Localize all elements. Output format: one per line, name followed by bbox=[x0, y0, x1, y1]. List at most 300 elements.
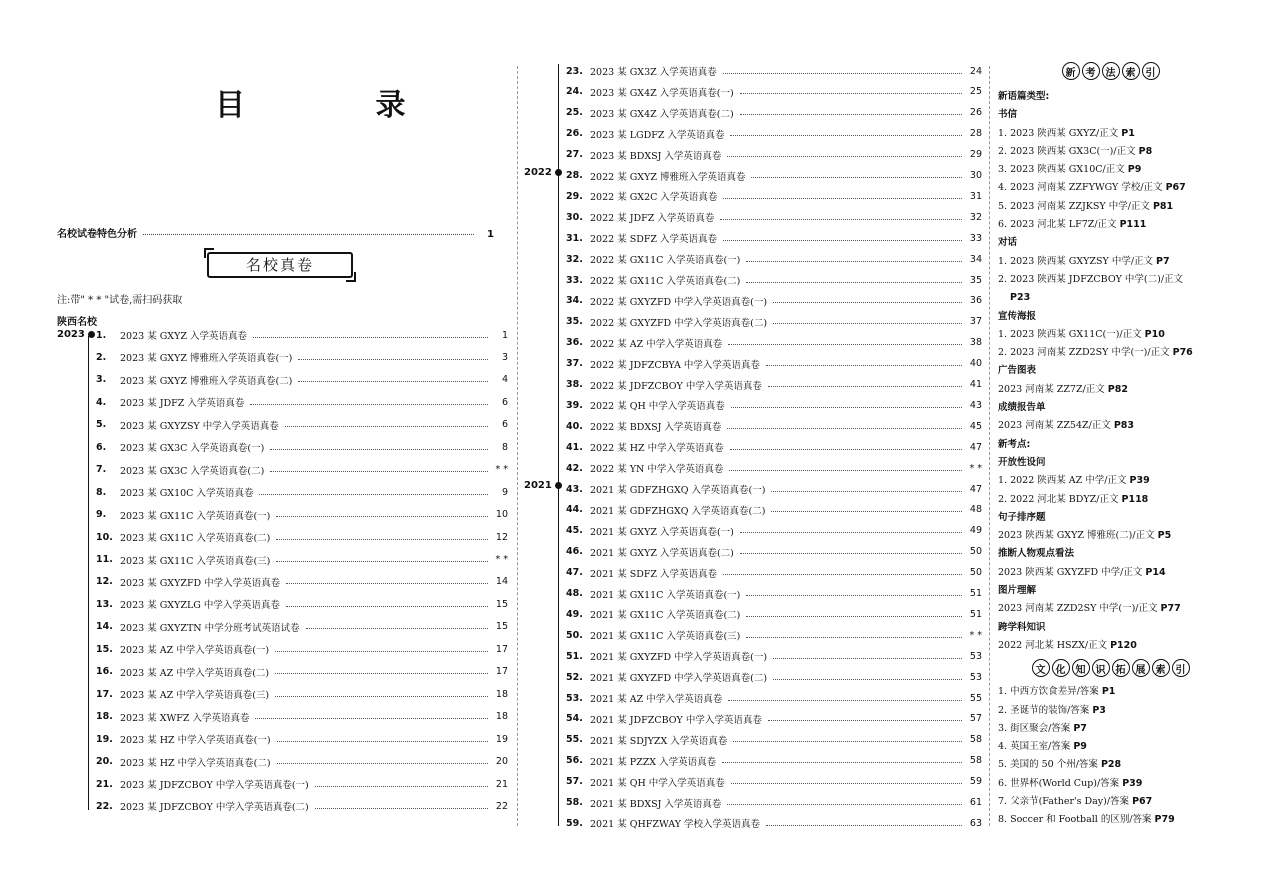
entry-title: 2022 某 GXYZFD 中学入学英语真卷(一) bbox=[590, 296, 768, 308]
toc-entry[interactable] bbox=[566, 688, 982, 708]
entry-page: 50 bbox=[969, 567, 982, 579]
entry-page: 24 bbox=[969, 65, 982, 77]
index-entry[interactable] bbox=[998, 143, 1223, 161]
entry-page: 37 bbox=[969, 316, 982, 328]
entry-number: 26. bbox=[566, 128, 583, 140]
toc-entry[interactable] bbox=[566, 500, 982, 520]
toc-entry[interactable] bbox=[566, 646, 982, 666]
toc-entry[interactable] bbox=[566, 584, 982, 604]
index-entry[interactable] bbox=[998, 289, 1223, 307]
entry-title: 2023 某 GX3C 入学英语真卷(二) bbox=[120, 465, 265, 477]
toc-entry[interactable] bbox=[566, 333, 982, 353]
index-sidebar bbox=[998, 62, 1223, 830]
heading-char: 索 bbox=[1122, 62, 1140, 80]
toc-entry[interactable] bbox=[566, 291, 982, 311]
index-entry-text: 1. 2023 陕西某 GX11C(一)/正文 bbox=[998, 328, 1145, 340]
entry-page: 32 bbox=[969, 211, 982, 223]
heading-char: 新 bbox=[1062, 62, 1080, 80]
entry-number: 59. bbox=[566, 817, 583, 829]
index-entry-text: 1. 2023 陕西某 GXYZSY 中学/正文 bbox=[998, 255, 1157, 267]
entry-title: 2023 某 GX11C 入学英语真卷(一) bbox=[120, 510, 271, 522]
entry-title: 2023 某 AZ 中学入学英语真卷(二) bbox=[120, 667, 270, 679]
toc-entry[interactable] bbox=[566, 521, 982, 541]
index-entry[interactable] bbox=[998, 161, 1223, 179]
index-entry-page: P3 bbox=[1092, 704, 1106, 716]
leader-dots bbox=[298, 359, 488, 360]
leader-dots bbox=[766, 365, 962, 366]
index-entry[interactable] bbox=[998, 720, 1223, 738]
toc-entry[interactable] bbox=[96, 415, 508, 435]
entry-page: 48 bbox=[969, 504, 982, 516]
entry-title: 2022 某 JDFZ 入学英语真卷 bbox=[590, 213, 715, 225]
toc-entry[interactable] bbox=[96, 684, 508, 704]
entry-number: 9. bbox=[96, 509, 107, 521]
index-entry-page: P8 bbox=[1138, 145, 1153, 157]
toc-entry[interactable] bbox=[566, 354, 982, 374]
toc-entry[interactable] bbox=[566, 270, 982, 290]
index-entry-page: P79 bbox=[1154, 814, 1175, 826]
index-entry-text: 2. 2023 河南某 ZZD2SY 中学(一)/正文 bbox=[998, 347, 1173, 359]
entry-number: 16. bbox=[96, 666, 113, 678]
leader-dots bbox=[276, 561, 488, 562]
toc-entry[interactable] bbox=[566, 416, 982, 436]
entry-number: 3. bbox=[96, 374, 107, 386]
entry-number: 57. bbox=[566, 776, 583, 788]
index-entry-page: P1 bbox=[1121, 127, 1135, 139]
toc-entry[interactable] bbox=[96, 707, 508, 727]
entry-title: 2023 某 GXYZLG 中学入学英语真卷 bbox=[120, 600, 280, 612]
entry-page: 26 bbox=[969, 107, 982, 119]
index-entry-text: 7. 父亲节(Father's Day)/答案 bbox=[998, 795, 1133, 807]
entry-page: 17 bbox=[495, 643, 508, 655]
toc-entry[interactable] bbox=[96, 527, 508, 547]
entry-page: 53 bbox=[969, 671, 982, 683]
entry-page: 18 bbox=[495, 688, 508, 700]
index-entry[interactable] bbox=[998, 125, 1223, 143]
index-entry[interactable] bbox=[998, 198, 1223, 216]
toc-entry[interactable] bbox=[96, 774, 508, 794]
toc-entry[interactable] bbox=[566, 730, 982, 750]
index-entry[interactable] bbox=[998, 472, 1223, 490]
heading-char: 拓 bbox=[1112, 659, 1130, 677]
index-entry-page: P111 bbox=[1119, 219, 1147, 231]
toc-entry[interactable] bbox=[566, 82, 982, 102]
leader-dots bbox=[723, 574, 962, 575]
index-entry[interactable] bbox=[998, 775, 1223, 793]
entry-title: 2023 某 GX11C 入学英语真卷(三) bbox=[120, 555, 271, 567]
leader-dots bbox=[253, 337, 488, 338]
index-entry[interactable] bbox=[998, 344, 1223, 362]
entry-number: 44. bbox=[566, 504, 583, 516]
entry-page: 21 bbox=[495, 778, 508, 790]
toc-entry[interactable] bbox=[96, 392, 508, 412]
toc-entry[interactable] bbox=[566, 813, 982, 833]
entry-title: 2023 某 GXYZ 博雅班入学英语真卷(二) bbox=[120, 375, 293, 387]
toc-entry[interactable] bbox=[96, 325, 508, 345]
toc-entry[interactable] bbox=[96, 662, 508, 682]
leader-dots bbox=[315, 808, 488, 809]
leader-dots bbox=[277, 763, 488, 764]
entry-number: 22. bbox=[96, 800, 113, 812]
leader-dots bbox=[730, 449, 962, 450]
index-entry[interactable] bbox=[998, 756, 1223, 774]
entry-page: 41 bbox=[969, 379, 982, 390]
index-subheading bbox=[998, 234, 1223, 252]
leader-dots bbox=[315, 786, 488, 787]
toc-entry[interactable] bbox=[566, 751, 982, 771]
index-entry-page: P39 bbox=[1122, 777, 1143, 789]
index-entry-text: 书信 bbox=[998, 109, 1018, 121]
entry-page: 55 bbox=[969, 692, 982, 704]
entry-page: * * bbox=[495, 554, 508, 565]
entry-page: 51 bbox=[969, 608, 982, 620]
entry-number: 51. bbox=[566, 650, 583, 662]
entry-number: 42. bbox=[566, 462, 583, 474]
leader-dots bbox=[255, 718, 488, 719]
leader-dots bbox=[751, 177, 962, 178]
heading-char: 展 bbox=[1132, 659, 1150, 677]
index-entry-text: 2. 2023 陕西某 GX3C(一)/正文 bbox=[998, 145, 1139, 157]
index-entry-page: P7 bbox=[1073, 722, 1087, 734]
index-subheading bbox=[998, 399, 1223, 417]
toc-entry[interactable] bbox=[96, 482, 508, 502]
entry-page: 4 bbox=[501, 374, 508, 386]
entry-title: 2021 某 GDFZHGXQ 入学英语真卷(一) bbox=[590, 485, 766, 496]
index-entry-text: 4. 英国王室/答案 bbox=[998, 741, 1074, 753]
toc-entry[interactable] bbox=[96, 729, 508, 749]
toc-entry[interactable] bbox=[96, 437, 508, 457]
timeline-dot bbox=[555, 482, 562, 489]
index-entry[interactable] bbox=[998, 683, 1223, 701]
index-entry-text: 4. 2023 河南某 ZZFYWGY 学校/正文 bbox=[998, 182, 1166, 194]
entry-number: 38. bbox=[566, 379, 583, 390]
index-entry[interactable] bbox=[998, 271, 1223, 289]
index-entry-text: 2023 陕西某 GXYZ 博雅班(二)/正文 bbox=[998, 530, 1158, 542]
leader-dots bbox=[746, 261, 962, 262]
entry-title: 2023 某 GXYZTN 中学分班考试英语试卷 bbox=[120, 622, 300, 634]
toc-entry[interactable] bbox=[566, 166, 982, 186]
entry-number: 1. bbox=[96, 329, 107, 341]
timeline-dot bbox=[555, 169, 562, 176]
leader-dots bbox=[286, 583, 488, 584]
leader-dots bbox=[771, 511, 962, 512]
index-entry-text: 宣传海报 bbox=[998, 310, 1037, 322]
entry-number: 40. bbox=[566, 420, 583, 432]
toc-entry[interactable] bbox=[96, 347, 508, 367]
intro-entry[interactable] bbox=[57, 225, 494, 240]
toc-entry[interactable] bbox=[566, 563, 982, 583]
toc-entry[interactable] bbox=[566, 186, 982, 206]
entry-number: 32. bbox=[566, 253, 583, 265]
entry-number: 39. bbox=[566, 399, 583, 411]
index-entry-text: 6. 世界杯(World Cup)/答案 bbox=[998, 777, 1123, 789]
index-entry[interactable] bbox=[998, 527, 1223, 545]
entry-title: 2023 某 XWFZ 入学英语真卷 bbox=[120, 712, 250, 724]
toc-entry[interactable] bbox=[566, 458, 982, 478]
entry-number: 20. bbox=[96, 756, 113, 768]
year-marker-2023: 2023 bbox=[57, 329, 95, 340]
toc-entry[interactable] bbox=[566, 207, 982, 227]
index-entry-page: P5 bbox=[1157, 530, 1172, 542]
entry-title: 2021 某 BDXSJ 入学英语真卷 bbox=[590, 798, 722, 810]
entry-title: 2023 某 GXYZ 博雅班入学英语真卷(一) bbox=[120, 353, 293, 365]
index-subheading bbox=[998, 88, 1223, 106]
entry-title: 2023 某 HZ 中学入学英语真卷(二) bbox=[120, 757, 271, 769]
entry-title: 2021 某 QHFZWAY 学校入学英语真卷 bbox=[590, 819, 761, 831]
index-entry[interactable] bbox=[998, 253, 1223, 271]
entry-number: 29. bbox=[566, 190, 583, 202]
entry-page: 25 bbox=[969, 86, 982, 98]
index-entry[interactable] bbox=[998, 216, 1223, 234]
index-entry-page: P39 bbox=[1129, 475, 1150, 487]
toc-entry[interactable] bbox=[96, 796, 508, 816]
heading-char: 引 bbox=[1172, 659, 1190, 677]
entry-title: 2021 某 GDFZHGXQ 入学英语真卷(二) bbox=[590, 505, 766, 517]
leader-dots bbox=[720, 219, 962, 220]
entry-page: 38 bbox=[969, 337, 982, 349]
toc-entry[interactable] bbox=[566, 604, 982, 624]
index-entry-text: 成绩报告单 bbox=[998, 402, 1046, 414]
entry-page: 59 bbox=[969, 776, 982, 788]
toc-entry[interactable] bbox=[566, 479, 982, 499]
toc-entry[interactable] bbox=[566, 228, 982, 248]
index-entry-text: 开放性设问 bbox=[998, 456, 1046, 468]
entry-page: * * bbox=[495, 464, 508, 476]
leader-dots bbox=[768, 386, 962, 387]
entry-number: 24. bbox=[566, 86, 583, 98]
entry-number: 43. bbox=[566, 483, 583, 495]
toc-entry[interactable] bbox=[566, 249, 982, 269]
index-entry-page: P28 bbox=[1100, 759, 1122, 771]
entry-number: 19. bbox=[96, 733, 113, 745]
leader-dots bbox=[740, 93, 962, 94]
entry-page: 10 bbox=[495, 509, 508, 521]
entry-page: 58 bbox=[969, 734, 982, 746]
toc-entry[interactable] bbox=[566, 625, 982, 645]
toc-entry[interactable] bbox=[96, 370, 508, 390]
entry-page: 36 bbox=[969, 295, 982, 307]
entry-page: 58 bbox=[969, 755, 982, 767]
entry-title: 2021 某 GX11C 入学英语真卷(一) bbox=[590, 589, 741, 601]
entry-page: 15 bbox=[495, 598, 508, 610]
index-entry[interactable] bbox=[998, 793, 1223, 811]
entry-page: 6 bbox=[501, 396, 508, 408]
leader-dots bbox=[766, 825, 962, 826]
entry-page: 47 bbox=[969, 483, 982, 495]
new-exam-index-heading bbox=[998, 62, 1223, 80]
index-entry-page: P1 bbox=[1101, 686, 1116, 698]
index-subheading bbox=[998, 619, 1223, 637]
leader-dots bbox=[727, 156, 962, 157]
entry-title: 2021 某 GX11C 入学英语真卷(二) bbox=[590, 610, 741, 622]
index-entry[interactable] bbox=[998, 381, 1223, 399]
page-title: 目 录 bbox=[215, 88, 466, 123]
index-entry-text: 3. 街区聚会/答案 bbox=[998, 722, 1074, 734]
toc-entry[interactable] bbox=[96, 572, 508, 592]
toc-entry[interactable] bbox=[566, 542, 982, 562]
toc-entry[interactable] bbox=[566, 772, 982, 792]
entry-title: 2021 某 GX11C 入学英语真卷(三) bbox=[590, 631, 741, 643]
entry-number: 53. bbox=[566, 692, 583, 704]
entry-page: * * bbox=[969, 629, 982, 641]
index-subheading bbox=[998, 582, 1223, 600]
entry-number: 6. bbox=[96, 441, 107, 453]
entry-page: 14 bbox=[495, 576, 508, 588]
entry-number: 46. bbox=[566, 546, 583, 558]
entry-page: 12 bbox=[495, 531, 508, 543]
entry-page: 17 bbox=[495, 666, 508, 678]
leader-dots bbox=[270, 471, 488, 472]
leader-dots bbox=[771, 491, 962, 492]
leader-dots bbox=[275, 673, 488, 674]
toc-entry[interactable] bbox=[566, 61, 982, 81]
index-entry[interactable] bbox=[998, 491, 1223, 509]
index-entry-text: 1. 2022 陕西某 AZ 中学/正文 bbox=[998, 475, 1130, 487]
entry-title: 2023 某 BDXSJ 入学英语真卷 bbox=[590, 150, 722, 162]
toc-entry[interactable] bbox=[96, 460, 508, 480]
entry-title: 2022 某 SDFZ 入学英语真卷 bbox=[590, 234, 718, 246]
entry-title: 2021 某 QH 中学入学英语真卷 bbox=[590, 777, 725, 789]
leader-dots bbox=[306, 628, 488, 629]
section-banner: 名校真卷 bbox=[207, 252, 353, 278]
entry-number: 27. bbox=[566, 149, 583, 161]
entry-title: 2023 某 JDFZ 入学英语真卷 bbox=[120, 398, 245, 410]
entry-page: 57 bbox=[969, 713, 982, 725]
culture-index-heading bbox=[998, 659, 1223, 677]
index-entry-page: P9 bbox=[1073, 741, 1087, 753]
index-entry[interactable] bbox=[998, 564, 1223, 582]
entry-number: 49. bbox=[566, 608, 583, 620]
leader-dots bbox=[746, 595, 962, 596]
toc-entry[interactable] bbox=[96, 639, 508, 659]
toc-entry[interactable] bbox=[566, 124, 982, 144]
index-entry[interactable] bbox=[998, 637, 1223, 655]
entry-title: 2023 某 GX4Z 入学英语真卷(一) bbox=[590, 87, 734, 99]
entry-page: 53 bbox=[969, 650, 982, 662]
entry-number: 15. bbox=[96, 643, 113, 655]
entry-number: 28. bbox=[566, 170, 583, 181]
entry-number: 55. bbox=[566, 734, 583, 746]
leader-dots bbox=[768, 720, 962, 721]
region-heading: 陕西名校 bbox=[57, 317, 97, 328]
entry-title: 2023 某 JDFZCBOY 中学入学英语真卷(一) bbox=[120, 780, 309, 791]
toc-entry[interactable] bbox=[96, 752, 508, 772]
entry-page: 1 bbox=[501, 329, 508, 341]
entry-title: 2021 某 AZ 中学入学英语真卷 bbox=[590, 694, 723, 705]
toc-entry[interactable] bbox=[566, 793, 982, 813]
index-entry[interactable] bbox=[998, 326, 1223, 344]
entry-number: 12. bbox=[96, 576, 113, 588]
entry-number: 56. bbox=[566, 755, 583, 767]
entry-number: 52. bbox=[566, 671, 583, 683]
toc-entry[interactable] bbox=[566, 375, 982, 395]
entry-number: 5. bbox=[96, 419, 107, 431]
entry-number: 30. bbox=[566, 211, 583, 223]
culture-index-list bbox=[998, 683, 1223, 829]
entry-page: 49 bbox=[969, 525, 982, 537]
index-subheading bbox=[998, 509, 1223, 527]
index-entry[interactable] bbox=[998, 702, 1223, 720]
timeline-dot bbox=[88, 331, 95, 338]
index-entry[interactable] bbox=[998, 600, 1223, 618]
toc-entry[interactable] bbox=[96, 594, 508, 614]
toc-entry[interactable] bbox=[566, 145, 982, 165]
entry-title: 2022 某 HZ 中学入学英语真卷 bbox=[590, 443, 724, 455]
toc-entry[interactable] bbox=[566, 103, 982, 123]
entry-number: 21. bbox=[96, 778, 113, 790]
toc-entry[interactable] bbox=[566, 437, 982, 457]
index-subheading bbox=[998, 454, 1223, 472]
entry-page: 19 bbox=[495, 733, 508, 745]
entry-title: 2022 某 GX2C 入学英语真卷 bbox=[590, 192, 718, 204]
entry-title: 2023 某 GX4Z 入学英语真卷(二) bbox=[590, 108, 734, 120]
heading-char: 化 bbox=[1052, 659, 1070, 677]
index-entry[interactable] bbox=[998, 738, 1223, 756]
heading-char: 索 bbox=[1152, 659, 1170, 677]
toc-entry[interactable] bbox=[96, 550, 508, 570]
index-entry-text: 2022 河北某 HSZX/正文 bbox=[998, 639, 1111, 651]
entry-title: 2022 某 GXYZ 博雅班入学英语真卷 bbox=[590, 171, 746, 183]
index-entry-page: P76 bbox=[1172, 347, 1193, 359]
entry-page: 40 bbox=[969, 358, 982, 370]
toc-entry[interactable] bbox=[96, 617, 508, 637]
entry-page: 28 bbox=[969, 128, 982, 140]
entry-number: 50. bbox=[566, 629, 583, 641]
timeline-left bbox=[88, 336, 89, 810]
entry-page: 61 bbox=[969, 797, 982, 808]
entry-page: 43 bbox=[969, 399, 982, 411]
index-entry[interactable] bbox=[998, 811, 1223, 829]
leader-dots bbox=[731, 783, 962, 784]
index-entry-page: P67 bbox=[1132, 795, 1153, 807]
entry-title: 2023 某 AZ 中学入学英语真卷(三) bbox=[120, 690, 270, 702]
entry-number: 17. bbox=[96, 688, 113, 700]
leader-dots bbox=[730, 135, 962, 136]
index-entry-text: 2. 2022 河北某 BDYZ/正文 bbox=[998, 493, 1122, 505]
index-entry[interactable] bbox=[998, 417, 1223, 435]
toc-entry[interactable] bbox=[96, 505, 508, 525]
index-entry-text: 新语篇类型: bbox=[998, 91, 1050, 102]
index-entry-page: P23 bbox=[1010, 292, 1031, 304]
heading-char: 法 bbox=[1102, 62, 1120, 80]
toc-entry[interactable] bbox=[566, 667, 982, 687]
leader-dots bbox=[773, 679, 962, 680]
toc-entry[interactable] bbox=[566, 709, 982, 729]
index-entry-text: 8. Soccer 和 Football 的区别/答案 bbox=[998, 814, 1155, 826]
entry-number: 47. bbox=[566, 567, 583, 579]
toc-entry[interactable] bbox=[566, 312, 982, 332]
index-entry-page: P77 bbox=[1160, 603, 1181, 615]
entry-title: 2021 某 JDFZCBOY 中学入学英语真卷 bbox=[590, 714, 762, 726]
column-divider bbox=[517, 66, 518, 826]
entry-page: 8 bbox=[501, 441, 508, 453]
entry-number: 23. bbox=[566, 65, 583, 77]
index-entry-text: 2023 河南某 ZZ54Z/正文 bbox=[998, 420, 1114, 432]
index-subheading bbox=[998, 545, 1223, 563]
entry-page: 34 bbox=[969, 253, 982, 265]
index-entry-page: P120 bbox=[1110, 639, 1137, 651]
leader-dots bbox=[277, 741, 488, 742]
index-entry[interactable] bbox=[998, 179, 1223, 197]
toc-entry[interactable] bbox=[566, 395, 982, 415]
entry-number: 48. bbox=[566, 588, 583, 599]
entry-number: 8. bbox=[96, 486, 107, 498]
leader-dots bbox=[259, 494, 488, 495]
leader-dots bbox=[250, 404, 488, 405]
index-entry-text: 2023 陕西某 GXYZFD 中学/正文 bbox=[998, 566, 1146, 578]
index-subheading bbox=[998, 362, 1223, 380]
index-entry-text: 图片理解 bbox=[998, 585, 1037, 597]
